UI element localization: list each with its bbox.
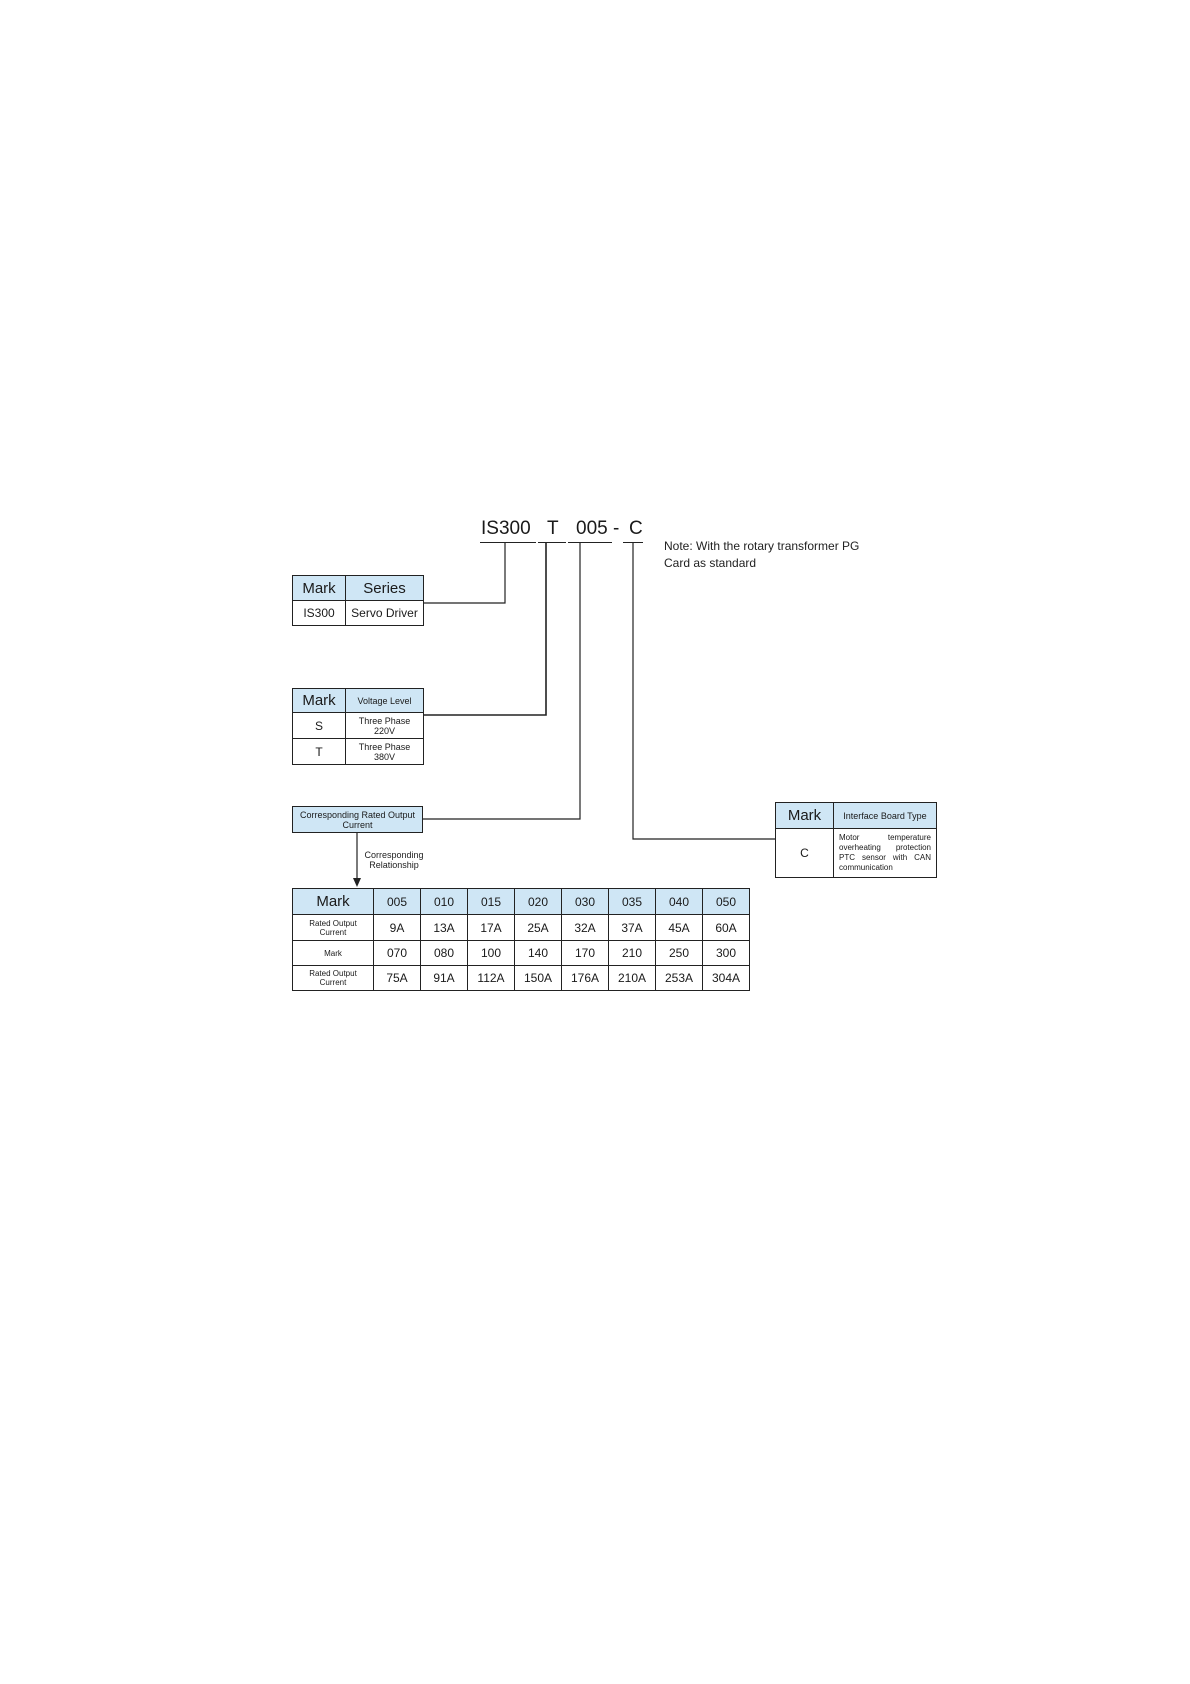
series-header-mark: Mark — [293, 576, 346, 601]
relationship-line1: Corresponding — [364, 850, 424, 860]
current-header-mark: Mark — [293, 889, 374, 915]
voltage-row — [293, 739, 424, 765]
current-mark-cell: 250 — [656, 941, 703, 966]
current-value-cell: 60A — [703, 915, 750, 941]
rated-label-line2: Current — [319, 978, 347, 987]
series-cell-series: Servo Driver — [346, 601, 424, 626]
note-line-2: Card as standard — [664, 556, 757, 570]
voltage-header-level: Voltage Level — [346, 689, 424, 713]
code-series: IS300 — [481, 518, 531, 539]
current-value-cell: 13A — [421, 915, 468, 941]
interface-header-type: Interface Board Type — [834, 803, 937, 829]
current-box — [292, 806, 423, 833]
voltage-level-line1: Three Phase — [358, 741, 411, 752]
current-value-cell: 25A — [515, 915, 562, 941]
voltage-cell-mark: T — [293, 739, 346, 765]
rated-label-line2: Current — [319, 927, 347, 937]
interface-header-mark: Mark — [776, 803, 834, 829]
relationship-line2: Relationship — [369, 860, 419, 870]
current-mark-cell: 030 — [562, 889, 609, 915]
code-interface: C — [629, 518, 643, 539]
voltage-cell-level — [346, 713, 424, 739]
current-box-line2: Current — [342, 819, 373, 830]
current-value-cell: 37A — [609, 915, 656, 941]
current-mark-cell: 080 — [421, 941, 468, 966]
rated-label-line1: Rated Output — [309, 969, 357, 978]
wire-current — [423, 543, 580, 819]
interface-table — [775, 802, 937, 878]
series-cell-mark: IS300 — [293, 601, 346, 626]
current-mark-cell: 020 — [515, 889, 562, 915]
wire-interface — [633, 543, 775, 839]
current-header-row — [293, 889, 750, 915]
current-row-label — [293, 915, 374, 941]
current-mark-cell: 100 — [468, 941, 515, 966]
code-current: 005 — [576, 518, 608, 539]
relationship-label — [360, 850, 428, 870]
current-value-cell: 9A — [374, 915, 421, 941]
current-row-label-mark: Mark — [293, 941, 374, 966]
current-value-cell: 75A — [374, 966, 421, 991]
voltage-level-line1: Three Phase — [358, 715, 411, 726]
current-value-cell: 150A — [515, 966, 562, 991]
current-box-line1: Corresponding Rated Output — [299, 809, 416, 820]
voltage-level-line2: 220V — [373, 725, 396, 736]
current-row-label — [293, 966, 374, 991]
current-mark-cell: 210 — [609, 941, 656, 966]
current-value-cell: 17A — [468, 915, 515, 941]
current-mark-cell: 170 — [562, 941, 609, 966]
current-value-cell: 210A — [609, 966, 656, 991]
underline-voltage — [538, 542, 566, 543]
voltage-table — [292, 688, 424, 765]
current-value-cell: 32A — [562, 915, 609, 941]
current-value-cell: 91A — [421, 966, 468, 991]
underline-interface — [623, 542, 643, 543]
current-mark-cell: 140 — [515, 941, 562, 966]
voltage-level-line2: 380V — [373, 751, 396, 762]
wire-voltage — [423, 543, 546, 715]
current-mark-cell: 015 — [468, 889, 515, 915]
code-voltage: T — [547, 518, 559, 539]
voltage-header-mark: Mark — [293, 689, 346, 713]
interface-cell-mark: C — [776, 829, 834, 878]
current-mark-cell: 035 — [609, 889, 656, 915]
current-value-cell: 304A — [703, 966, 750, 991]
current-row — [293, 941, 750, 966]
current-value-cell: 253A — [656, 966, 703, 991]
current-table — [292, 888, 750, 991]
current-mark-cell: 070 — [374, 941, 421, 966]
current-mark-cell: 040 — [656, 889, 703, 915]
current-box-label — [293, 807, 423, 833]
current-mark-cell: 010 — [421, 889, 468, 915]
code-dash: - — [613, 518, 620, 539]
current-row — [293, 915, 750, 941]
underline-series — [480, 542, 536, 543]
rated-label-line1: Rated Output — [309, 918, 357, 928]
voltage-cell-level — [346, 739, 424, 765]
current-mark-cell: 300 — [703, 941, 750, 966]
current-mark-cell: 050 — [703, 889, 750, 915]
voltage-row — [293, 713, 424, 739]
series-table — [292, 575, 424, 626]
note-line-1: Note: With the rotary transformer PG — [664, 539, 860, 553]
underline-current — [568, 542, 612, 543]
current-value-cell: 176A — [562, 966, 609, 991]
relationship-arrowhead — [353, 878, 361, 887]
current-row — [293, 966, 750, 991]
interface-cell-desc: Motor temperature overheating protection PTC sensor with CAN communication — [834, 829, 937, 878]
wire-series — [423, 543, 505, 603]
current-value-cell: 45A — [656, 915, 703, 941]
voltage-cell-mark: S — [293, 713, 346, 739]
current-mark-cell: 005 — [374, 889, 421, 915]
series-header-series: Series — [346, 576, 424, 601]
current-value-cell: 112A — [468, 966, 515, 991]
